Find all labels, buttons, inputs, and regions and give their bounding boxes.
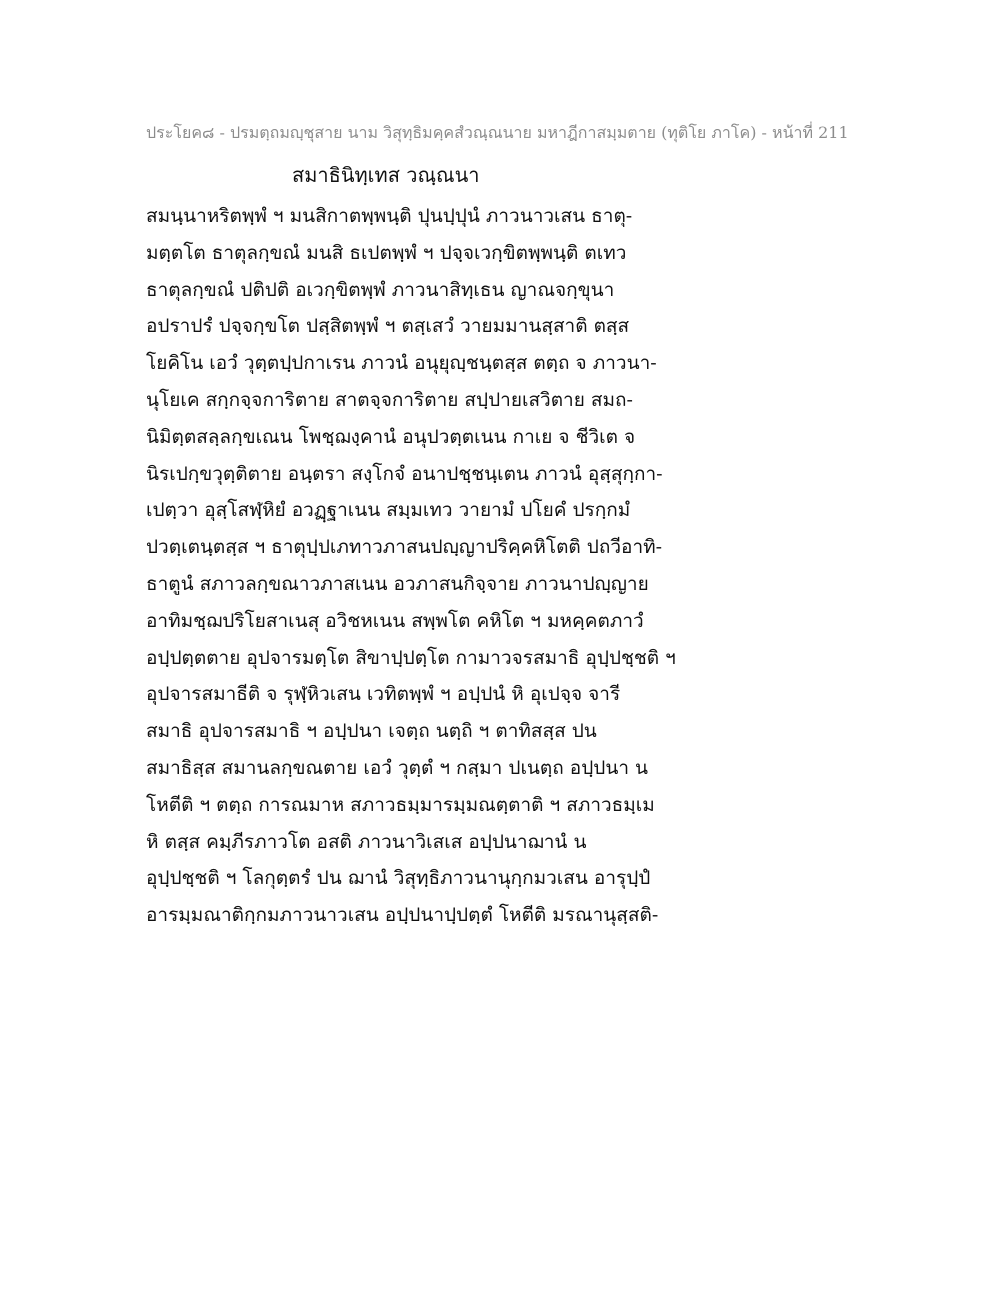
text-line: ธาตุลกฺขณํ ปติปติ อเวกฺขิตพฺพํ ภาวนาสิทฺเธน ญาณจกฺขุนา: [146, 278, 615, 301]
text-line: สมนฺนาหริตพฺพํ ฯ มนสิกาตพฺพนฺติ ปุนปฺปุนํ ภาวนาวเสน ธาตุ-: [146, 205, 633, 227]
body-text: [146, 198, 846, 934]
text-line: อุปฺปชฺชติ ฯ โลกุตฺตรํ ปน ฌานํ วิสุทฺธิภาวนานุกฺกมวเสน อารุปฺปํ: [146, 867, 651, 890]
text-line: นิรเปกฺขวุตฺติตาย อนฺตรา สงฺโกจํ อนาปชฺชนฺเตน ภาวนํ อุสฺสุกฺกา-: [146, 462, 663, 485]
text-line: มตฺตโต ธาตุลกฺขณํ มนสิ ธเปตพฺพํ ฯ ปจฺจเวกฺขิตพฺพนฺติ ตเทว: [146, 241, 627, 264]
text-line: โหตีติ ฯ ตตฺถ การณมาห สภาวธมฺมารมฺมณตฺตาติ ฯ สภาวธมฺเม: [146, 793, 655, 816]
section-title: สมาธินิทฺเทส วณฺณนา: [292, 163, 480, 187]
text-line: สมาธิ อุปจารสมาธิ ฯ อปฺปนา เจตฺถ นตฺถิ ฯ ตาทิสสฺส ปน: [146, 720, 597, 743]
text-line: สมาธิสฺส สมานลกฺขณตาย เอวํ วุตฺตํ ฯ กสฺมา ปเนตฺถ อปฺปนา น: [146, 756, 649, 779]
text-line: อาทิมชฺฌปริโยสาเนสุ อวิชหเนน สพฺพโต คหิโต ฯ มหคฺคตภาวํ: [146, 609, 644, 632]
text-line: โยคิโน เอวํ วุตฺตปฺปกาเรน ภาวนํ อนุยุญฺชนฺตสฺส ตตฺถ จ ภาวนา-: [146, 352, 657, 375]
text-line: อปราปรํ ปจฺจกฺขโต ปสฺสิตพฺพํ ฯ ตสฺเสวํ วายมมานสฺสาติ ตสฺส: [146, 315, 630, 338]
text-line: ธาตูนํ สภาวลกฺขณาวภาสเนน อวภาสนกิจฺจาย ภาวนาปญฺญาย: [146, 572, 649, 595]
running-header: ประโยค๘ - ปรมตฺถมญฺชุสาย นาม วิสุทฺธิมคฺคสํวณฺณนาย มหาฎีกาสมฺมตาย (ทุติโย ภาโค) - หน้าที่ 211: [146, 123, 849, 142]
text-line: ปวตฺเตนฺตสฺส ฯ ธาตุปฺปเภทาวภาสนปญฺญาปริคฺคหิโตติ ปถวีอาทิ-: [146, 536, 663, 559]
text-line: อารมฺมณาติกฺกมภาวนาวเสน อปฺปนาปฺปตฺตํ โหตีติ มรณานุสฺสติ-: [146, 904, 659, 927]
text-line: อุปจารสมาธีติ จ รุฬฺหิวเสน เวทิตพฺพํ ฯ อปฺปนํ หิ อุเปจฺจ จารี: [146, 683, 621, 706]
text-line: หิ ตสฺส คมฺภีรภาวโต อสติ ภาวนาวิเสเส อปฺปนาฌานํ น: [146, 830, 587, 853]
text-line: นิมิตฺตสลฺลกฺขเณน โพชฺฌงฺคานํ อนุปวตฺตเนน กาเย จ ชีวิเต จ: [146, 425, 636, 448]
text-line: อปฺปตฺตตาย อุปจารมตฺโต สิขาปฺปตฺโต กามาวจรสมาธิ อุปฺปชฺชติ ฯ: [146, 646, 676, 669]
text-line: นุโยเค สกฺกจฺจการิตาย สาตจฺจการิตาย สปฺปายเสวิตาย สมถ-: [146, 388, 633, 411]
text-line: เปตฺวา อุสฺโสฬฺหิยํ อวฏฺฐาเนน สมฺมเทว วายามํ ปโยคํ ปรกฺกมํ: [146, 499, 631, 522]
